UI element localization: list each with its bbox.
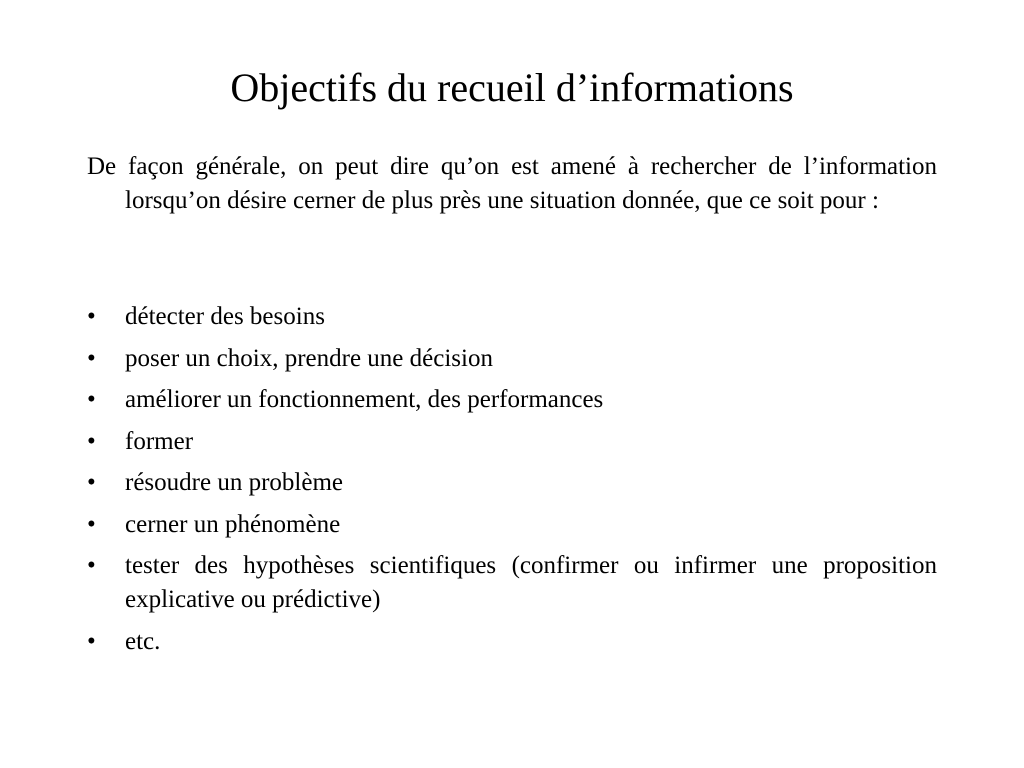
bullet-item (87, 425, 937, 459)
slide-title: Objectifs du recueil d’informations (230, 65, 794, 110)
bullet-text: résoudre un problème (125, 469, 343, 496)
bullet-text: tester des hypothèses scientifiques (confirmer ou infirmer une proposition explicative ou prédictive) (125, 552, 937, 613)
bullet-text: cerner un phénomène (125, 510, 341, 538)
bullet-icon: • (87, 303, 96, 330)
bullet-item (87, 508, 937, 542)
bullet-icon: • (87, 386, 96, 413)
bullet-icon: • (87, 510, 96, 538)
bullet-text: détecter des besoins (125, 303, 325, 330)
bullet-list (87, 300, 937, 666)
bullet-text: etc. (125, 627, 161, 655)
intro-paragraph: De façon générale, on peut dire qu’on est amené à rechercher de l’information lorsqu’on désire cerner de plus près une situation donnée, que ce soit pour : (87, 153, 937, 214)
bullet-item (87, 625, 937, 659)
bullet-icon: • (87, 427, 96, 455)
bullet-item (87, 549, 937, 617)
bullet-icon: • (87, 469, 96, 496)
bullet-text: améliorer un fonctionnement, des performances (125, 386, 604, 413)
bullet-item (87, 383, 937, 417)
bullet-text: poser un choix, prendre une décision (125, 344, 493, 372)
bullet-icon: • (87, 627, 96, 655)
bullet-item (87, 466, 937, 500)
bullet-item (87, 300, 937, 334)
bullet-icon: • (87, 344, 96, 372)
bullet-item (87, 342, 937, 376)
bullet-icon: • (87, 552, 96, 579)
bullet-text: former (125, 427, 194, 455)
